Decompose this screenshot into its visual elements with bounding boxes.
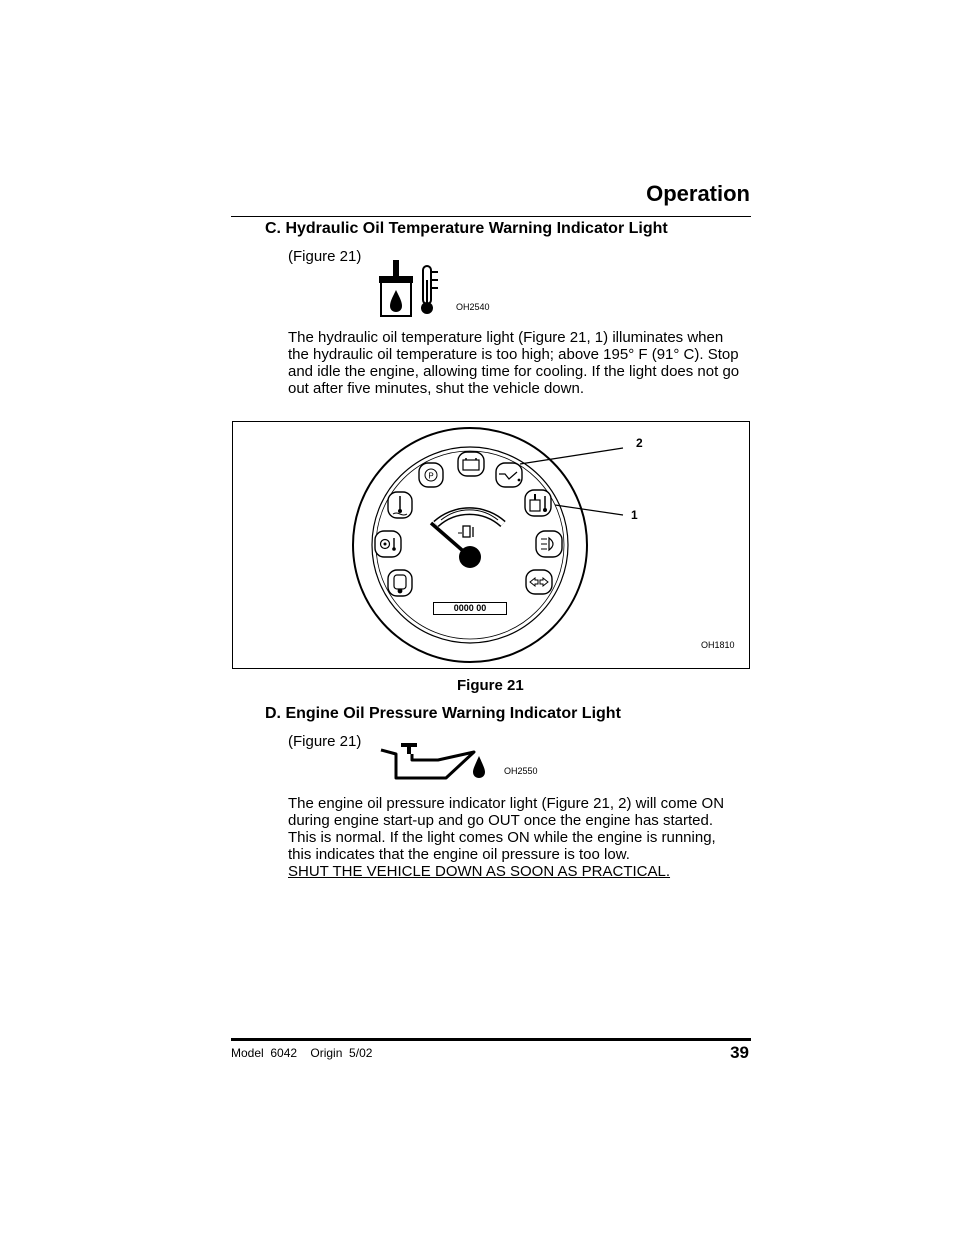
text-line: this indicates that the engine oil pressure is too low. <box>288 846 630 863</box>
battery-light <box>458 452 484 476</box>
text-line: the hydraulic oil temperature is too high; above 195° F (91° C). Stop <box>288 346 739 363</box>
section-d-figure-ref: (Figure 21) <box>288 733 362 750</box>
text-line: The engine oil pressure indicator light (Figure 21, 2) will come ON <box>288 795 725 812</box>
callout-2: 2 <box>636 436 643 450</box>
section-c-heading: C. Hydraulic Oil Temperature Warning Indicator Light <box>265 220 668 237</box>
figure-21-caption: Figure 21 <box>457 677 524 694</box>
text-line: This is normal. If the light comes ON while the engine is running, <box>288 829 716 846</box>
transmission-temperature-light <box>375 531 401 557</box>
svg-text:P: P <box>428 471 434 481</box>
section-c-paragraph <box>288 329 739 397</box>
engine-oil-pressure-light <box>496 463 522 487</box>
section-title: Operation <box>646 181 750 206</box>
section-c-icon-code: OH2540 <box>456 302 490 312</box>
hydraulic-oil-temperature-icon <box>378 258 444 318</box>
instrument-cluster-illustration <box>232 421 750 669</box>
turn-signal-light <box>526 570 552 594</box>
shutdown-warning: SHUT THE VEHICLE DOWN AS SOON AS PRACTICAL. <box>288 863 671 880</box>
section-d-heading: D. Engine Oil Pressure Warning Indicator Light <box>265 705 621 722</box>
headlight-indicator <box>536 531 562 557</box>
engine-oil-pressure-icon <box>378 740 490 782</box>
callout-1: 1 <box>631 508 638 522</box>
coolant-temperature-light <box>388 492 412 518</box>
footer-model-info: Model 6042 Origin 5/02 <box>231 1046 373 1060</box>
figure-21-code: OH1810 <box>701 640 735 650</box>
hydraulic-oil-temperature-light <box>525 490 551 516</box>
text-line: during engine start-up and go OUT once the engine has started. <box>288 812 714 829</box>
section-d-icon-code: OH2550 <box>504 766 538 776</box>
header-rule <box>231 216 751 217</box>
section-c-figure-ref: (Figure 21) <box>288 248 362 265</box>
page-number: 39 <box>730 1043 749 1062</box>
footer-rule <box>231 1038 751 1041</box>
text-line: The hydraulic oil temperature light (Figure 21, 1) illuminates when <box>288 329 724 346</box>
park-brake-light <box>419 463 443 487</box>
text-line: out after five minutes, shut the vehicle down. <box>288 380 584 397</box>
odometer-display: 0000 00 <box>433 602 507 615</box>
section-d-paragraph <box>288 795 724 880</box>
text-line: and idle the engine, allowing time for cooling. If the light does not go <box>288 363 740 380</box>
seat-belt-light <box>388 570 412 596</box>
